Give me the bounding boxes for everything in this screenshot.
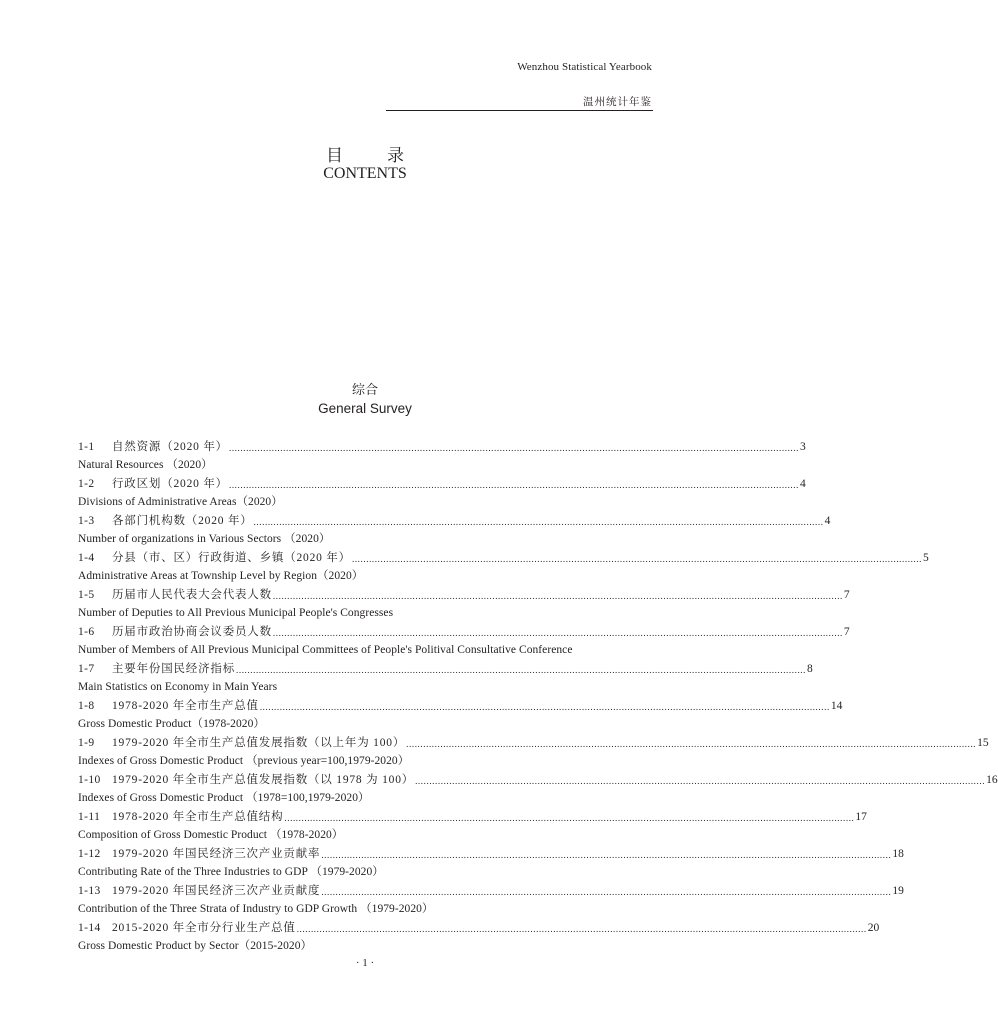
entry-number: 1-11 [78, 810, 101, 823]
toc-entry-english-1-1[interactable]: Natural Resources （2020） [78, 459, 213, 471]
entry-page-number: 8 [807, 662, 813, 675]
entry-title-chinese: 行政区划（2020 年） [112, 477, 228, 490]
entry-number: 1-5 [78, 588, 95, 601]
toc-entry-english-1-4[interactable]: Administrative Areas at Township Level by Region（2020） [78, 570, 364, 582]
toc-entry-english-1-7[interactable]: Main Statistics on Economy in Main Years [78, 681, 278, 693]
section-title-english: General Survey [318, 401, 412, 416]
entry-page-number: 17 [855, 810, 867, 823]
toc-entry-1-13[interactable] [78, 880, 904, 899]
toc-entry-english-1-13[interactable]: Contribution of the Three Strata of Industry to GDP Growth （1979-2020） [78, 903, 434, 915]
toc-entry-english-1-14[interactable]: Gross Domestic Product by Sector（2015-2020） [78, 940, 313, 952]
toc-entry-1-5[interactable] [78, 584, 850, 603]
page-number: · 1 · [355, 957, 375, 969]
leader-dots: ........................................................................................................................................................................................................ [415, 775, 986, 786]
entry-title-chinese: 1979-2020 年全市生产总值发展指数（以上年为 100） [112, 736, 406, 749]
entry-title-chinese: 自然资源（2020 年） [112, 440, 228, 453]
leader-dots: ........................................................................................................................................................................................................ [406, 738, 977, 749]
toc-entry-1-7[interactable] [78, 658, 813, 677]
table-of-contents [78, 436, 998, 954]
entry-number: 1-3 [78, 514, 95, 527]
entry-page-number: 3 [799, 440, 806, 453]
leader-dots: ........................................................................................................................................................................................................ [228, 442, 799, 453]
leader-dots: ........................................................................................................................................................................................................ [321, 849, 892, 860]
leader-dots: ........................................................................................................................................................................................................ [236, 664, 806, 675]
leader-dots: ........................................................................................................................................................................................................ [272, 590, 843, 601]
entry-number: 1-12 [78, 847, 101, 860]
toc-entry-1-2[interactable] [78, 473, 806, 492]
entry-title-chinese: 1978-2020 年全市生产总值结构 [112, 810, 284, 823]
entry-title-chinese: 2015-2020 年全市分行业生产总值 [112, 921, 296, 934]
contents-title-english: CONTENTS [323, 165, 407, 182]
entry-title-chinese: 历届市人民代表大会代表人数 [112, 588, 272, 601]
entry-title-chinese: 1978-2020 年全市生产总值 [112, 699, 259, 712]
entry-page-number: 18 [892, 847, 904, 860]
entry-number: 1-7 [78, 662, 95, 675]
toc-entry-english-1-12[interactable]: Contributing Rate of the Three Industries to GDP （1979-2020） [78, 866, 384, 878]
entry-number: 1-8 [78, 699, 95, 712]
leader-dots: ........................................................................................................................................................................................................ [253, 516, 824, 527]
toc-entry-1-1[interactable] [78, 436, 806, 455]
contents-title-chinese: 目录 [326, 146, 448, 166]
entry-title-chinese: 1979-2020 年全市生产总值发展指数（以 1978 为 100） [112, 773, 415, 786]
running-header-english: Wenzhou Statistical Yearbook [517, 61, 652, 73]
leader-dots: ........................................................................................................................................................................................................ [284, 812, 855, 823]
entry-title-chinese: 1979-2020 年国民经济三次产业贡献度 [112, 884, 321, 897]
toc-entry-english-1-6[interactable]: Number of Members of All Previous Municipal Committees of People's Politival Consultative Conference [78, 644, 573, 656]
entry-title-chinese: 历届市政治协商会议委员人数 [112, 625, 272, 638]
toc-entry-english-1-3[interactable]: Number of organizations in Various Sectors （2020） [78, 533, 331, 545]
leader-dots: ........................................................................................................................................................................................................ [259, 701, 830, 712]
section-title-chinese: 综合 [351, 383, 378, 398]
entry-page-number: 4 [799, 477, 806, 490]
entry-page-number: 20 [867, 921, 880, 934]
toc-entry-1-11[interactable] [78, 806, 867, 825]
toc-entry-1-6[interactable] [78, 621, 850, 640]
entry-title-chinese: 各部门机构数（2020 年） [112, 514, 253, 527]
entry-number: 1-14 [78, 921, 101, 934]
leader-dots: ........................................................................................................................................................................................................ [228, 479, 799, 490]
running-header-chinese: 温州统计年鉴 [583, 97, 652, 108]
toc-entry-1-8[interactable] [78, 695, 843, 714]
entry-title-chinese: 主要年份国民经济指标 [112, 662, 235, 675]
entry-page-number: 4 [824, 514, 831, 527]
leader-dots: ........................................................................................................................................................................................................ [321, 886, 892, 897]
entry-number: 1-9 [78, 736, 95, 749]
entry-page-number: 5 [922, 551, 929, 564]
toc-entry-1-10[interactable] [78, 769, 998, 788]
entry-number: 1-6 [78, 625, 95, 638]
entry-page-number: 7 [843, 588, 850, 601]
entry-page-number: 15 [977, 736, 989, 749]
entry-number: 1-2 [78, 477, 95, 490]
toc-entry-1-9[interactable] [78, 732, 989, 751]
entry-title-chinese: 1979-2020 年国民经济三次产业贡献率 [112, 847, 321, 860]
entry-page-number: 7 [843, 625, 850, 638]
entry-page-number: 16 [986, 773, 998, 786]
toc-entry-1-14[interactable] [78, 917, 880, 936]
entry-page-number: 14 [830, 699, 843, 712]
leader-dots: ........................................................................................................................................................................................................ [351, 553, 922, 564]
toc-entry-english-1-5[interactable]: Number of Deputies to All Previous Municipal People's Congresses [78, 607, 394, 619]
entry-number: 1-10 [78, 773, 101, 786]
toc-entry-1-3[interactable] [78, 510, 831, 529]
header-divider [386, 110, 653, 111]
entry-number: 1-4 [78, 551, 95, 564]
leader-dots: ........................................................................................................................................................................................................ [272, 627, 843, 638]
leader-dots: ........................................................................................................................................................................................................ [296, 923, 867, 934]
toc-entry-1-12[interactable] [78, 843, 904, 862]
entry-title-chinese: 分县（市、区）行政街道、乡镇（2020 年） [112, 551, 351, 564]
entry-number: 1-1 [78, 440, 95, 453]
entry-page-number: 19 [892, 884, 904, 897]
toc-entry-english-1-8[interactable]: Gross Domestic Product（1978-2020） [78, 718, 265, 730]
toc-entry-english-1-2[interactable]: Divisions of Administrative Areas（2020） [78, 496, 283, 508]
toc-entry-english-1-10[interactable]: Indexes of Gross Domestic Product （1978=100,1979-2020） [78, 792, 370, 804]
toc-entry-english-1-9[interactable]: Indexes of Gross Domestic Product （previous year=100,1979-2020） [78, 755, 410, 767]
toc-entry-english-1-11[interactable]: Composition of Gross Domestic Product （1978-2020） [78, 829, 344, 841]
entry-number: 1-13 [78, 884, 101, 897]
toc-entry-1-4[interactable] [78, 547, 929, 566]
